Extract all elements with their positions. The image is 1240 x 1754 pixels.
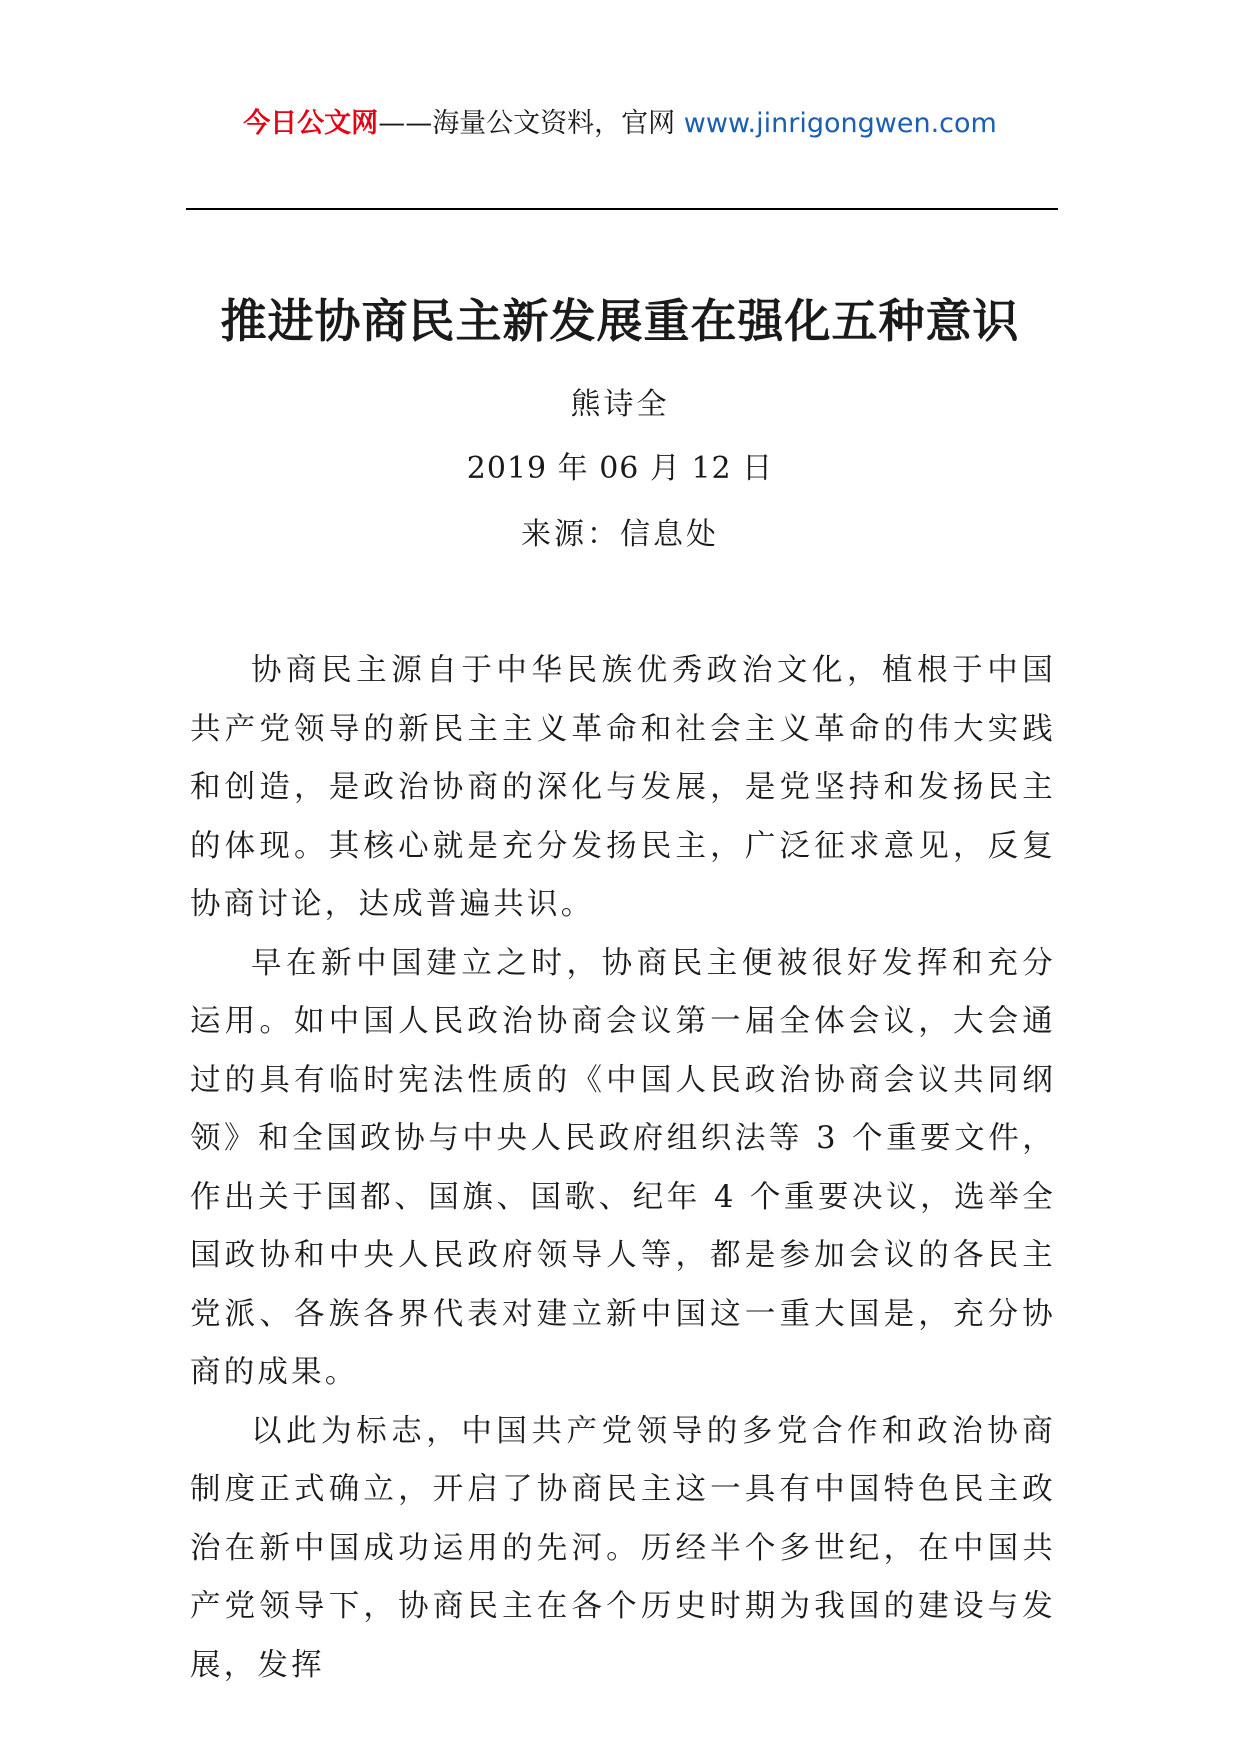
document-date: 2019 年 06 月 12 日 bbox=[466, 451, 774, 486]
body-paragraph: 早在新中国建立之时，协商民主便被很好发挥和充分运用。如中国人民政治协商会议第一届全体会议，大会通过的具有临时宪法性质的《中国人民政治协商会议共同纲领》和全国政协与中央人民政府组织法等 3 个重要文件，作出关于国都、国旗、国歌、纪年 4 个重要决议，选举全国政协和中央人民政府领导人等，都是参加会议的各民主党派、各族各界代表对建立新中国这一重大国是，充分协商的成果。 bbox=[190, 945, 1056, 1390]
site-header bbox=[0, 104, 1240, 144]
document-source: 来源：信息处 bbox=[521, 517, 719, 552]
site-brand[interactable]: 今日公文网 bbox=[243, 108, 379, 139]
document-author: 熊诗全 bbox=[570, 387, 670, 422]
body-paragraph: 协商民主源自于中华民族优秀政治文化，植根于中国共产党领导的新民主主义革命和社会主义革命的伟大实践和创造，是政治协商的深化与发展，是党坚持和发扬民主的体现。其核心就是充分发扬民主，广泛征求意见，反复协商讨论，达成普遍共识。 bbox=[190, 653, 1056, 922]
body-paragraph: 以此为标志，中国共产党领导的多党合作和政治协商制度正式确立，开启了协商民主这一具有中国特色民主政治在新中国成功运用的先河。历经半个多世纪，在中国共产党领导下，协商民主在各个历史时期为我国的建设与发展，发挥 bbox=[190, 1413, 1056, 1683]
site-tagline: ——海量公文资料，官网 bbox=[378, 108, 684, 139]
document-title: 推进协商民主新发展重在强化五种意识 bbox=[220, 294, 1020, 348]
header-divider bbox=[186, 208, 1058, 210]
site-url-link[interactable]: www.jinrigongwen.com bbox=[683, 108, 997, 139]
document-body bbox=[190, 642, 1056, 1695]
